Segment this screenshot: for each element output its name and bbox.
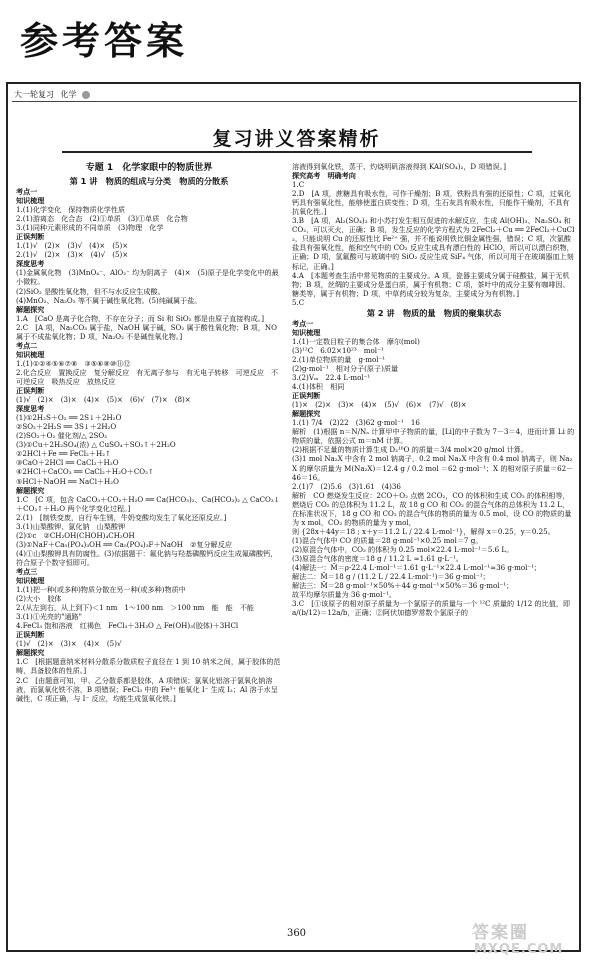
answer-line: (2)大小 胶体 bbox=[16, 594, 62, 604]
section-heading: 深度思考 bbox=[16, 259, 45, 269]
answer-line: (1)√ (2)× (3)× (4)× (5)√ bbox=[16, 639, 122, 649]
answer-line: 3.(1)同种元素形成的不同单质 (3)物理 化学 bbox=[16, 223, 164, 233]
answer-line: 1.(1) 7/4 (2)22 (3)62 g·mol⁻¹ 16 bbox=[292, 418, 420, 428]
answer-line: (2)SiO₂ 是酸性氧化物，但不与水反应生成酸。 bbox=[16, 286, 165, 296]
answer-line: 2.(1)游离态 化合态 (2)①单质 (3)①单质 化合物 bbox=[16, 214, 188, 224]
answer-line: 4.FeCl₃ 饱和溶液 红褐色 FeCl₃＋3H₂O △ Fe(OH)₃(胶体)＋3HCl bbox=[16, 621, 239, 631]
section-heading: 解题探究 bbox=[16, 485, 45, 495]
answer-line: (2)根据不足量的物质计算生成 D₂¹⁶O 的质量＝3/4 mol×20 g/mol 计算。 bbox=[292, 445, 528, 455]
answer-line: 2.(1) [制铁变废，自行车生锈，牛奶变酸均发生了氧化还原反应。] bbox=[16, 512, 227, 522]
section-heading: 知识梳理 bbox=[292, 327, 321, 337]
answer-line: 解析 (1)根据 n＝N/Nₐ 计算甲中子物质的量，[Li]的中子数为 7－3＝4，进而计算 Li 的物质的量，依据公式 m＝nM 计算。 bbox=[292, 427, 575, 446]
section-heading: 解题探究 bbox=[16, 648, 45, 658]
answer-line: (4)MnO₂、Na₂O₂ 等不属于碱性氧化物。(5)纯碱属于盐。 bbox=[16, 295, 202, 305]
lesson-title: 第 1 讲 物质的组成与分类 物质的分散系 bbox=[69, 176, 229, 186]
answer-line: 2.化合反应 置换反应 复分解反应 有无离子参与 有无电子转移 可逆反应 不可逆反应 吸热反应 放热反应 bbox=[16, 367, 279, 386]
answer-line: 1.C [根据题意纳米材料分散系分散质粒子直径在 1 到 10 纳米之间，属于胶体的范畴，具备胶体的性质。] bbox=[16, 657, 281, 676]
answer-line: 5.C bbox=[292, 297, 305, 307]
answer-line: 解法二：M̄＝18 g / (11.2 L / 22.4 L·mol⁻¹)＝36 g·mol⁻¹； bbox=[292, 572, 490, 582]
answer-line: 解法三：M̄＝28 g·mol⁻¹×50%＋44 g·mol⁻¹×50%＝36 g·mol⁻¹； bbox=[292, 581, 514, 591]
answer-line: (1)金属氧化物 (3)MnO₄⁻、AlO₂⁻ 均为阴离子 (4)× (5)原子是化学变化中的最小微粒。 bbox=[16, 268, 279, 287]
section-heading: 知识梳理 bbox=[16, 196, 45, 206]
section-heading: 考点三 bbox=[16, 566, 38, 576]
header-rule bbox=[12, 101, 577, 102]
answer-line: (2)原混合气体中，CO₂ 的体积为 0.25 mol×22.4 L·mol⁻¹＝5.6 L。 bbox=[292, 544, 514, 554]
answer-line: 4.(1)体积 相同 bbox=[292, 382, 345, 392]
answer-line: ④2HCl＋CaCO₃ ══ CaCl₂＋H₂O＋CO₂↑ bbox=[16, 467, 154, 477]
answer-line: 解析 CO 燃烧发生反应：2CO＋O₂ 点燃 2CO₂，CO 的体积和生成 CO₂ 的体积相等，燃烧后 CO₂ 的总体积为 11.2 L，故 18 g CO 和 CO₂ 的混合气体的总体积为 11.2 L，在标准状况下，18 g CO 和 CO₂ 的混合气体的物质的量为 0.5 mol，设 CO 的物质的量为 x mol，CO₂ 的物质的量为 y mol， bbox=[292, 490, 572, 527]
answer-line: 3.B [A 项，Al₂(SO₄)₃ 和小苏打发生相互促进的水解反应，生成 Al(OH)₃、Na₂SO₄ 和 CO₂，可以灭火，正确；B 项，发生反应的化学方程式为 2FeCl₃＋Cu ══ 2FeCl₂＋CuCl₂，只能说明 Cu 的还原性比 Fe²⁺ 强，并不能说明铁比铜金属性强，错误；C 项，次氯酸盐具有强氧化性，能和空气中的 CO₂ 反应生成具有漂白性的 HClO，所以可以漂白织物，正确；D 项，氢氟酸可与玻璃中的 SiO₂ 反应生成 SiF₄ 气体，所以可用于在玻璃器皿上刻标记，正确。] bbox=[292, 216, 575, 271]
answer-line: 1.(1)把一种(或多种)物质分散在另一种(或多种)物质中 bbox=[16, 585, 186, 595]
answer-line: 2.(从左到右，从上到下)＜1 nm 1～100 nm ＞100 nm 能 能 不能 bbox=[16, 603, 255, 613]
answer-line: 2.(1)√ (2)× (3)× (4)√ (5)× bbox=[16, 250, 129, 260]
page-number: 360 bbox=[286, 928, 307, 939]
answer-line: ②SO₂＋2H₂S ══ 3S↓＋2H₂O bbox=[16, 422, 117, 432]
answer-line: (2)SO₂＋O₂ 催化剂/△ 2SO₃ bbox=[16, 431, 107, 441]
section-heading: 探究高考 明确考向 bbox=[292, 171, 356, 181]
answer-line: 1.C bbox=[292, 180, 305, 190]
section-heading: 正误判断 bbox=[16, 386, 45, 396]
answer-line: 溶液得到氧化铁，蒸干、灼烧明矾溶液得到 KAl(SO₄)₂，D 项错误。] bbox=[292, 162, 506, 171]
section-heading: 考点二 bbox=[16, 340, 38, 350]
answer-line: 1.A [CaO 是离子化合物，不存在分子；而 Si 和 SiO₂ 都是由原子直接构成。] bbox=[16, 313, 264, 323]
watermark-logo bbox=[468, 918, 576, 962]
left-column bbox=[16, 162, 282, 703]
title-rule bbox=[62, 151, 532, 153]
answer-line: (3)¹²C 6.02×10²³ mol⁻¹ bbox=[292, 345, 384, 355]
section-heading: 正误判断 bbox=[16, 232, 45, 242]
answer-line: (1)× (2)× (3)× (4)× (5)√ (6)× (7)√ (8)× bbox=[292, 400, 467, 410]
answer-line: (3)①Cu＋2H₂SO₄(浓) △ CuSO₄＋SO₂↑＋2H₂O bbox=[16, 440, 176, 450]
answer-line: 4.A [本题考查生活中常见物质的主要成分。A 项，瓷器主要成分属于硅酸盐，属于无机物；B 项，丝绸的主要成分是蛋白质，属于有机物；C 项，茶叶中的成分主要有咖啡因、糖类等，属于有机物；D 项，中草药成分较为复杂，主要成分为有机物。] bbox=[292, 270, 570, 298]
answer-line: 故平均摩尔质量为 36 g·mol⁻¹。 bbox=[292, 590, 397, 600]
subject-name: 化学 bbox=[60, 90, 77, 99]
answer-line: (3)原混合气体的密度＝18 g / 11.2 L ≈1.61 g·L⁻¹。 bbox=[292, 553, 463, 563]
right-column bbox=[292, 162, 576, 617]
answer-line: 3.(1)①光亮的"通路" bbox=[16, 612, 82, 622]
section-heading: 解题探究 bbox=[16, 304, 45, 314]
topic-title: 专题 1 化学家眼中的物质世界 bbox=[85, 163, 213, 173]
answer-line: (3)①NaF＋Ca₅(PO₄)₃OH ══ Ca₅(PO₄)₃F＋NaOH ②复分解反应 bbox=[16, 539, 232, 549]
section-heading: 考点一 bbox=[292, 318, 314, 328]
answer-line: 1.(1)一定数目粒子的集合体 摩尔(mol) bbox=[292, 336, 420, 346]
answer-line: ③CaO＋2HCl ══ CaCl₂＋H₂O bbox=[16, 458, 119, 468]
section-heading: 正误判断 bbox=[16, 630, 45, 640]
answer-line: 1.C [C 项，包含 CaCO₃＋CO₂＋H₂O ══ Ca(HCO₃)₂、Ca(HCO₃)₂ △ CaCO₃↓＋CO₂↑＋H₂O 两个化学变化过程。] bbox=[16, 494, 280, 513]
answer-line: 3.(1)山梨酸钾、氯化钠 山梨酸钾 bbox=[16, 521, 126, 531]
answer-line: 2.(1)7 (2)5.6 (3)1.61 (4)36 bbox=[292, 481, 401, 491]
answer-section-title: 参考答案 bbox=[20, 19, 189, 63]
answer-line: ⑤HCl＋NaOH ══ NaCl＋H₂O bbox=[16, 476, 119, 486]
answer-line: 3.C [①该原子的相对原子质量为一个氯原子的质量与一个 ¹²C 质量的 1/12 的比值，即 a/(b/12)＝12a/b，正确；②阿伏加德罗常数个氯原子的 bbox=[292, 599, 571, 618]
answer-line: (2)①c ②CH₂OH(CHOH)₄CH₂OH bbox=[16, 530, 135, 540]
answer-line: 2.C [由题意可知，甲、乙分散系都是胶体，A 项错误；氯氧化铝溶于氯氧化钠溶液，而氯氧化铁不溶，B 项错误；FeCl₃ 中的 Fe³⁺ 能氧化 I⁻ 生成 I₂；Al 溶于水呈碱性，C 项正确，与 I⁻ 反应，均能生成氢氧化铁。] bbox=[16, 675, 278, 703]
section-heading: 解题探究 bbox=[292, 409, 321, 419]
watermark-line2: MXQE.COM bbox=[474, 942, 564, 957]
section-heading: 正误判断 bbox=[292, 391, 321, 401]
section-heading: 知识梳理 bbox=[16, 576, 45, 586]
answer-line: (4)①山梨酸钾具有防腐性。(3)依据题干：氟化钠与羟基磷酸钙反应生成氟磷酸钙，符合原子个数守恒即可。 bbox=[16, 548, 278, 567]
section-heading: 考点一 bbox=[16, 187, 38, 196]
answer-line: (1)√ (2)× (3)× (4)× (5)× (6)√ (7)× (8)× bbox=[16, 395, 191, 405]
answer-line: 2.(1)单位物质的量 g·mol⁻¹ bbox=[292, 354, 386, 364]
answer-line: 1.(1)①②④⑤⑥⑦⑧ ③⑤⑥⑧⑩⑪⑫ bbox=[16, 358, 131, 368]
answer-line: 3.(2)Vₘ 22.4 L·mol⁻¹ bbox=[292, 373, 371, 383]
answer-line: 2.D [A 项，蔗糖具有吸水性，可作干燥剂；B 项，铁粉具有强的还原性；C 项，过氧化钙具有强氧化性，能够使蛋白质变性；D 项，生石灰具有吸水性，只能作干燥剂，不具有抗氧化性。] bbox=[292, 189, 571, 217]
section-heading: 知识梳理 bbox=[16, 349, 45, 359]
answer-line: (1)混合气体中 CO 的质量＝28 g·mol⁻¹×0.25 mol＝7 g。 bbox=[292, 535, 483, 545]
main-title: 复习讲义答案精析 bbox=[212, 128, 381, 150]
watermark-line1: 答案圈 bbox=[472, 923, 529, 943]
header-badge-icon bbox=[82, 91, 90, 99]
answer-line: (4)解法一：M̄＝ρ·22.4 L·mol⁻¹＝1.61 g·L⁻¹×22.4 L·mol⁻¹≈36 g·mol⁻¹； bbox=[292, 563, 542, 573]
answer-line: 1.(1)化学变化 保持物质化学性质 bbox=[16, 205, 126, 215]
section-heading: 深度思考 bbox=[16, 404, 45, 414]
answer-line: (1)①2H₂S＋O₂ ══ 2S↓＋2H₂O bbox=[16, 413, 122, 423]
series-name: 大一轮复习 bbox=[14, 90, 54, 99]
answer-line: (2)g·mol⁻¹ 相对分子(原子)质量 bbox=[292, 363, 399, 373]
answer-line: 1.(1)√ (2)× (3)√ (4)× (5)× bbox=[16, 241, 129, 251]
lesson-title: 第 2 讲 物质的量 物质的聚集状态 bbox=[366, 307, 502, 318]
running-header bbox=[14, 89, 90, 100]
answer-line: 2.C [A 项，Na₂CO₃ 属于盐，NaOH 属于碱，SO₂ 属于酸性氧化物；B 项，NO 属于不成盐氧化物；D 项，Na₂O₂ 不是碱性氧化物。] bbox=[16, 322, 277, 341]
answer-line: 则 {28x＋44y＝18 ; x＋y＝11.2 L / 22.4 L·mol⁻¹}，解得 x＝0.25，y＝0.25。 bbox=[292, 526, 555, 536]
answer-line: ②2HCl＋Fe ══ FeCl₂＋H₂↑ bbox=[16, 449, 111, 459]
answer-line: (3)1 mol Na₂X 中含有 2 mol 钠离子，0.2 mol Na₂X 中含有 0.4 mol 钠离子，则 Na₂X 的摩尔质量为 M(Na₂X)＝12.4 g / 0.2 mol ＝62 g·mol⁻¹；X 的相对原子质量＝62－46＝16。 bbox=[292, 454, 574, 482]
